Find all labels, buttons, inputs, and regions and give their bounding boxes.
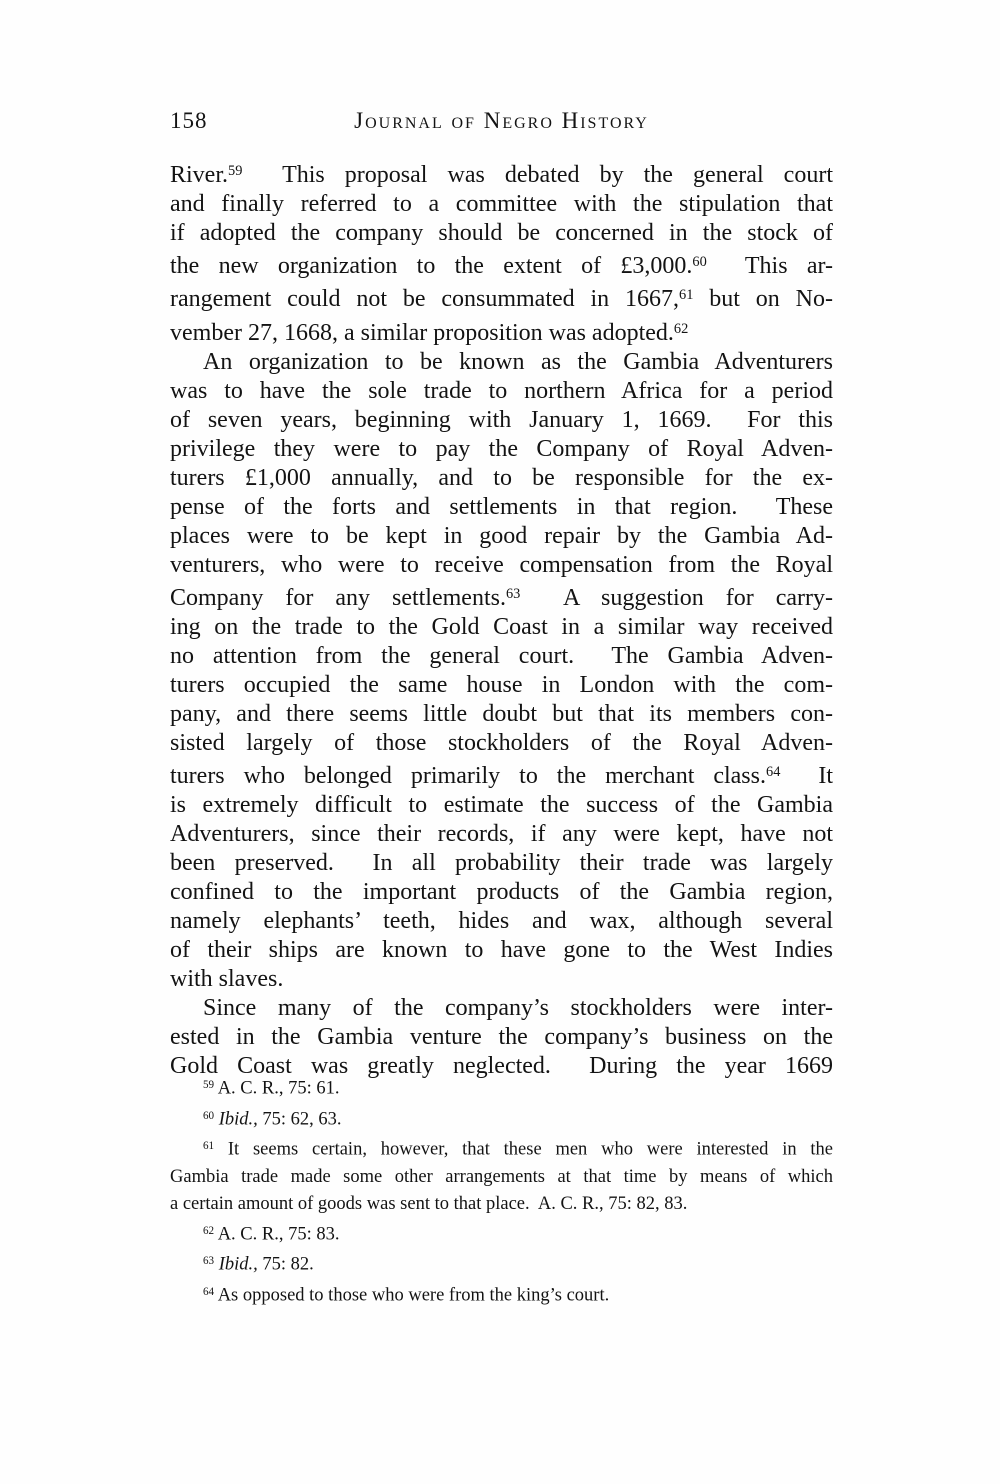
text-run: vember 27, 1668, a similar proposition was adopted. [170,319,674,346]
text-run: 75: 82. [257,1254,314,1275]
body-line [170,671,833,700]
text-run: confined to the important products of the Gambia region, [170,879,833,906]
footnote-line [170,1218,833,1249]
body-line [170,878,833,907]
text-run: pany, and there seems little doubt but that its members con- [170,700,833,727]
body-line [170,464,833,493]
text-run: privilege they were to pay the Company of Royal Adven- [170,435,833,462]
page-header [170,108,833,138]
body-line [170,758,833,791]
footnote-line [170,1191,833,1218]
footnote-ref: 62 [673,320,689,337]
text-run: of seven years, beginning with January 1, 1669. For this [170,406,833,433]
footnote-ref: 60 [692,254,707,271]
text-run: turers £1,000 annually, and to be responsible for the ex- [170,464,833,491]
body-line [170,1023,833,1052]
body-line [170,190,833,219]
text-run: the new organization to the extent of £3,000. [170,253,693,280]
body-text [170,157,833,1081]
footnote-ref: 59 [203,1079,215,1091]
footnote-line [170,1072,833,1103]
body-line [170,994,833,1023]
text-run: and finally referred to a committee with the stipulation that [170,191,833,218]
footnote-ref: 64 [766,763,781,780]
footnote-line [170,1133,833,1164]
body-line [170,700,833,729]
text-run: turers occupied the same house in London with the com- [170,671,833,698]
footnote-ref: 63 [505,585,521,602]
footnotes [170,1072,833,1309]
text-run: but on No- [693,286,833,313]
body-line [170,642,833,671]
text-run: places were to be kept in good repair by the Gambia Ad- [170,522,833,549]
footnote-ref: 60 [203,1109,215,1122]
text-run: a certain amount of goods was sent to that place. A. C. R., 75: 82, 83. [170,1193,688,1214]
text-run: venturers, who were to receive compensation from the Royal [170,551,833,578]
body-line [170,613,833,642]
footnote-line [170,1103,833,1134]
text-run: A. C. R., 75: 83. [214,1224,340,1245]
text-run: turers who belonged primarily to the merchant class. [170,763,766,790]
text-run: It [780,763,833,790]
body-line [170,219,833,248]
body-line [170,435,833,464]
body-line [170,729,833,758]
footnote-ref: 59 [228,163,243,179]
text-run: been preserved. In all probability their trade was largely [170,850,833,877]
body-line [170,907,833,936]
text-run: Gambia trade made some other arrangements at that time by means of which [170,1166,833,1187]
body-line [170,580,833,613]
body-line [170,791,833,820]
text-run: if adopted the company should be concerned in the stock of [170,220,833,247]
running-title: Journal of Negro History [354,108,649,133]
body-line [170,248,833,281]
text-run: Company for any settlements. [170,584,506,611]
footnote-ref: 64 [203,1285,215,1298]
italic-text: Ibid., [218,1254,258,1275]
body-line [170,281,833,314]
body-line [170,406,833,435]
text-run: no attention from the general court. The Gambia Adven- [170,642,833,669]
text-run: of their ships are known to have gone to the West Indies [170,937,833,964]
body-line [170,551,833,580]
footnote-ref: 63 [203,1255,215,1268]
page-number: 158 [170,108,208,133]
text-run: It seems certain, however, that these men who were interested in the [214,1139,833,1160]
body-line [170,157,833,190]
footnote-ref: 61 [679,287,694,304]
text-run: with slaves. [170,966,284,993]
body-line [170,493,833,522]
text-run: ested in the Gambia venture the company’s business on the [170,1024,833,1051]
italic-text: Ibid., [218,1109,258,1130]
text-run: This proposal was debated by the general court [242,162,833,189]
text-run: sisted largely of those stockholders of the Royal Adven- [170,729,833,756]
text-run: Gold Coast was greatly neglected. During the year 1669 [170,1053,833,1080]
footnote-line [170,1279,833,1310]
body-line [170,315,833,348]
text-run: rangement could not be consummated in 1667, [170,286,680,313]
body-line [170,820,833,849]
text-run: As opposed to those who were from the king’s court. [214,1285,610,1306]
text-run: namely elephants’ teeth, hides and wax, although several [170,908,833,935]
footnote-line [170,1248,833,1279]
footnote-ref: 62 [203,1224,215,1237]
text-run: Adventurers, since their records, if any were kept, have not [170,821,833,848]
body-line [170,377,833,406]
footnote-ref: 61 [203,1140,215,1153]
text-run: was to have the sole trade to northern Africa for a period [170,377,833,404]
text-run: An organization to be known as the Gambia Adventurers [203,348,833,375]
text-run: 75: 62, 63. [257,1109,342,1130]
body-line [170,965,833,994]
body-line [170,936,833,965]
footnote-line [170,1164,833,1191]
body-line [170,348,833,377]
text-run: pense of the forts and settlements in that region. These [170,493,833,520]
body-line [170,522,833,551]
text-run: Since many of the company’s stockholders were inter- [203,995,833,1022]
text-run: This ar- [706,253,834,280]
body-line [170,849,833,878]
text-run: A. C. R., 75: 61. [214,1078,340,1099]
text-run: River. [170,162,228,189]
text-run: is extremely difficult to estimate the success of the Gambia [170,792,833,819]
text-run: ing on the trade to the Gold Coast in a similar way received [170,613,833,640]
text-run: A suggestion for carry- [520,584,833,611]
